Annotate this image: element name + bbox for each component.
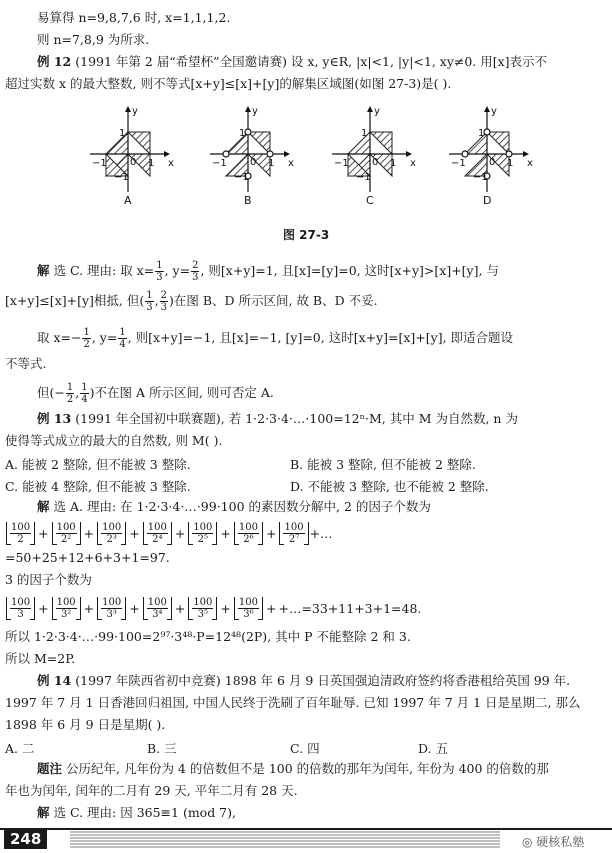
numerator: 2 (192, 260, 199, 271)
x-arrow (164, 151, 170, 157)
numerator: 100 (284, 521, 304, 533)
floor-term (52, 522, 81, 545)
numerator: 1 (146, 290, 153, 301)
text-span: 公历纪年, 凡年份为 4 的倍数但不是 100 的倍数的那年为闰年, 年份为 400 的倍数的那 (66, 761, 549, 776)
floor-sum-3 (5, 590, 421, 626)
denominator: 2⁶ (243, 533, 254, 545)
plus-sign: + (129, 600, 140, 616)
solution-12-line-2: [x+y]≤[x]+[y]相抵, 但( $\frac{1}{3}$ , $\frac{2}{3}$ )在图 B、D 所示区间, 故 B、D 不妥. (5, 290, 378, 313)
wechat-icon: ◎ (522, 835, 537, 849)
denominator: 3⁵ (197, 608, 209, 620)
floor-term (234, 522, 263, 545)
text-line: 则 n=7,8,9 为所求. (37, 32, 150, 47)
text-line: 3 的因子个数为 (5, 572, 92, 587)
fraction-one-third (145, 290, 153, 313)
axis-label-y: y (491, 106, 497, 117)
open-point (484, 129, 490, 135)
axis-label-x: x (168, 158, 174, 169)
fraction (147, 522, 168, 545)
option-b: B. 三 (147, 741, 177, 756)
ellipsis: +… (309, 525, 333, 541)
plus-sign: + (220, 525, 231, 541)
floor-term (143, 597, 172, 620)
text-span: 选 A. 理由: 在 1·2·3·4·…·99·100 的素因数分解中, 2 的因子个数为 (53, 499, 431, 514)
plus-sign: + (38, 600, 49, 616)
text-line: 1997 年 7 月 1 日香港回归祖国, 中国人民终于洗刷了百年耻辱. 已知 1997 年 7 月 1 日是星期二, 那么 (5, 695, 581, 710)
tick-label: −1 (92, 158, 107, 169)
tick-label: −1 (212, 158, 227, 169)
numerator: 1 (81, 382, 88, 393)
floor-terms-3 (5, 597, 278, 620)
hatched-region (370, 132, 392, 154)
x-arrow (406, 151, 412, 157)
text-line: 年也为闰年, 闰年的二月有 29 天, 平年二月有 28 天. (5, 783, 298, 798)
numerator: 100 (11, 596, 31, 608)
open-point (245, 129, 251, 135)
hatched-region (487, 132, 509, 154)
solution-14-line (37, 805, 236, 820)
solution-12-line-3 (37, 327, 513, 350)
denominator: 2² (60, 533, 72, 545)
option-c: C. 能被 4 整除, 但不能被 3 整除. (5, 479, 191, 494)
solution-12-line-1 (37, 260, 499, 283)
fraction (238, 522, 259, 545)
denominator: 2 (66, 394, 74, 405)
open-point (462, 151, 468, 157)
tick-label: 1 (361, 128, 368, 139)
text-line: 超过实数 x 的最大整数, 则不等式[x+y]≤[x]+[y]的解集区域图(如图 27-3)是( ). (5, 76, 452, 91)
floor-term (52, 597, 81, 620)
denominator: 3 (160, 302, 167, 313)
plus-sign: + (83, 600, 95, 616)
floor-term (6, 597, 35, 620)
note-line-1 (37, 761, 549, 776)
floor-term (279, 522, 308, 545)
fraction-one-half (82, 327, 90, 350)
example-text: (1997 年陕西省初中竞赛) 1898 年 6 月 9 日英国强迫清政府签约将香港租给英国 99 年. (75, 673, 571, 688)
text-span: )不在图 A 所示区间, 则可否定 A. (89, 385, 274, 400)
plus-sign: + (174, 600, 186, 616)
fraction (192, 597, 213, 620)
figure-27-3 (0, 98, 612, 248)
text-line: 所以 M=2P. (5, 651, 76, 666)
fraction (101, 522, 122, 545)
y-arrow (484, 106, 490, 112)
floor-terms-2 (5, 522, 310, 545)
panel-label: A (124, 194, 132, 207)
y-arrow (367, 106, 373, 112)
panel-label: B (244, 194, 252, 207)
example-label: 例 12 (37, 54, 72, 69)
denominator: 2³ (106, 533, 117, 545)
tick-label: 1 (390, 158, 397, 169)
axis-label-x: x (410, 158, 416, 169)
example-12-line (37, 54, 547, 69)
option-a: A. 能被 2 整除, 但不能被 3 整除. (5, 457, 191, 472)
y-arrow (125, 106, 131, 112)
numerator: 2 (160, 290, 167, 301)
plus-sign: + (265, 600, 277, 616)
fraction-one-third (155, 260, 163, 283)
option-d: D. 五 (418, 741, 449, 756)
tick-label: 1 (478, 128, 485, 139)
example-label: 例 14 (37, 673, 72, 688)
panel-label: D (483, 194, 492, 207)
open-point (223, 151, 229, 157)
tick-label: −1 (114, 172, 129, 183)
floor-term (97, 597, 126, 620)
figure-panel (210, 106, 294, 207)
floor-sum-2 (5, 515, 333, 551)
denominator: 2⁴ (152, 533, 163, 545)
numerator: 1 (156, 260, 163, 271)
fraction-one-half (66, 382, 74, 405)
hatched-region (248, 132, 270, 154)
option-a: A. 二 (5, 741, 35, 756)
denominator: 3 (146, 302, 153, 313)
origin-label: 0 (372, 157, 379, 168)
text-span: +…=33+11+3+1=48. (278, 600, 422, 616)
numerator: 100 (11, 521, 31, 533)
text-span: 选 C. 理由: 取 x= (53, 263, 155, 278)
open-point (267, 151, 273, 157)
watermark (522, 833, 584, 850)
text-span: 选 C. 理由: 因 365≡1 (mod 7), (53, 805, 236, 820)
denominator: 2⁷ (288, 533, 300, 545)
numerator: 100 (102, 596, 122, 608)
text-span: , y= (91, 330, 118, 345)
example-text: (1991 年全国初中联赛题), 若 1·2·3·4·…·100=12ⁿ·M, 其中 M 为自然数, n 为 (75, 411, 518, 426)
figure-panel (449, 106, 533, 207)
tick-label: 1 (507, 158, 514, 169)
text-span: 但(− (37, 385, 65, 400)
option-c: C. 四 (290, 741, 320, 756)
numerator: 100 (147, 596, 167, 608)
plus-sign: + (129, 525, 140, 541)
numerator: 1 (83, 327, 90, 338)
y-arrow (245, 106, 251, 112)
text-span: , 则[x+y]=1, 且[x]=[y]=0, 这时[x+y]>[x]+[y], 与 (200, 263, 499, 278)
origin-label: 0 (130, 157, 137, 168)
option-b: B. 能被 3 整除, 但不能被 2 整除. (290, 457, 476, 472)
numerator: 100 (238, 596, 258, 608)
axis-label-y: y (132, 106, 138, 117)
plus-sign: + (220, 600, 231, 616)
numerator: 100 (102, 521, 122, 533)
text-span: [x+y]≤[x]+[y]相抵, 但( (5, 293, 145, 308)
plus-sign: + (83, 525, 95, 541)
watermark-text: 硬核私塾 (536, 835, 585, 849)
note-label: 题注 (37, 761, 63, 776)
example-label: 例 13 (37, 411, 72, 426)
figure-panel (90, 106, 174, 207)
panel-label: C (366, 194, 374, 207)
floor-term (6, 522, 35, 545)
fraction-two-thirds (160, 290, 168, 313)
tick-label: −1 (234, 172, 249, 183)
figure-panel (332, 106, 416, 207)
fraction (101, 597, 122, 620)
example-13-line (37, 411, 518, 426)
fraction (283, 522, 304, 545)
text-span: , y= (164, 263, 191, 278)
axis-label-x: x (288, 158, 294, 169)
floor-term (234, 597, 263, 620)
axis-label-y: y (374, 106, 380, 117)
denominator: 2⁵ (197, 533, 209, 545)
floor-term (188, 597, 217, 620)
denominator: 3³ (106, 608, 117, 620)
tick-label: −1 (334, 158, 349, 169)
tick-label: 1 (239, 128, 246, 139)
fraction-two-thirds (191, 260, 199, 283)
denominator: 4 (119, 339, 126, 350)
text-line: 不等式. (5, 356, 47, 371)
page-number: 248 (4, 829, 47, 849)
denominator: 3 (17, 608, 24, 620)
numerator: 100 (238, 521, 258, 533)
denominator: 2 (83, 339, 90, 350)
plus-sign: + (265, 525, 277, 541)
numerator: 1 (66, 382, 74, 393)
x-arrow (284, 151, 290, 157)
numerator: 100 (147, 521, 167, 533)
solution-13-line-1 (37, 499, 431, 514)
tick-label: −1 (451, 158, 466, 169)
tick-label: 1 (268, 158, 275, 169)
figure-caption: 图 27-3 (283, 228, 330, 242)
text-span: )在图 B、D 所示区间, 故 B、D 不妥. (168, 293, 378, 308)
plus-sign: + (174, 525, 186, 541)
example-text: (1991 年第 2 届“希望杯”全国邀请赛) 设 x, y∈R, |x|<1, |y|<1, xy≠0. 用[x]表示不 (75, 54, 548, 69)
numerator: 100 (193, 596, 213, 608)
plus-sign: + (38, 525, 49, 541)
tick-label: −1 (473, 172, 488, 183)
tick-label: 1 (148, 158, 155, 169)
floor-term (143, 522, 172, 545)
fraction-one-quarter (80, 382, 88, 405)
fraction (10, 522, 31, 545)
tick-label: 1 (119, 128, 126, 139)
denominator: 3 (192, 272, 199, 283)
axis-label-y: y (252, 106, 258, 117)
text-line: 易算得 n=9,8,7,6 时, x=1,1,1,2. (37, 10, 231, 25)
solution-label: 解 (37, 263, 50, 278)
solution-label: 解 (37, 499, 50, 514)
fraction (10, 597, 31, 620)
example-14-line (37, 673, 570, 688)
solution-label: 解 (37, 805, 50, 820)
open-point (506, 151, 512, 157)
fraction (147, 597, 168, 620)
origin-label: 0 (250, 157, 257, 168)
numerator: 100 (56, 521, 76, 533)
denominator: 3² (60, 608, 72, 620)
floor-term (188, 522, 217, 545)
fraction (192, 522, 213, 545)
text-line: 1898 年 6 月 9 日是星期( ). (5, 717, 166, 732)
text-line: =50+25+12+6+3+1=97. (5, 550, 170, 565)
denominator: 3⁴ (152, 608, 163, 620)
floor-term (97, 522, 126, 545)
fraction (56, 597, 77, 620)
denominator: 4 (81, 394, 88, 405)
denominator: 3⁶ (243, 608, 254, 620)
denominator: 3 (156, 272, 163, 283)
x-arrow (523, 151, 529, 157)
text-span: , 则[x+y]=−1, 且[x]=−1, [y]=0, 这时[x+y]=[x]+[y], 即适合题设 (127, 330, 514, 345)
fraction (56, 522, 77, 545)
numerator: 1 (119, 327, 126, 338)
text-span: 取 x=− (37, 330, 82, 345)
axis-label-x: x (527, 158, 533, 169)
numerator: 100 (193, 521, 213, 533)
text-line: 使得等式成立的最大的自然数, 则 M( ). (5, 433, 223, 448)
fraction-one-quarter (118, 327, 126, 350)
origin-label: 0 (489, 157, 496, 168)
text-line: 所以 1·2·3·4·…·99·100=2⁹⁷·3⁴⁸·P=12⁴⁸(2P), 其中 P 不能整除 2 和 3. (5, 629, 411, 644)
tick-label: −1 (356, 172, 371, 183)
fraction (238, 597, 259, 620)
solution-12-line-5: 但(− $\frac{1}{2}$ , $\frac{1}{4}$ )不在图 A 所示区间, 则可否定 A. (37, 382, 274, 405)
numerator: 100 (56, 596, 76, 608)
hatched-region (128, 132, 150, 154)
denominator: 2 (17, 533, 24, 545)
option-d: D. 不能被 3 整除, 也不能被 2 整除. (290, 479, 489, 494)
footer-bar (0, 826, 612, 853)
